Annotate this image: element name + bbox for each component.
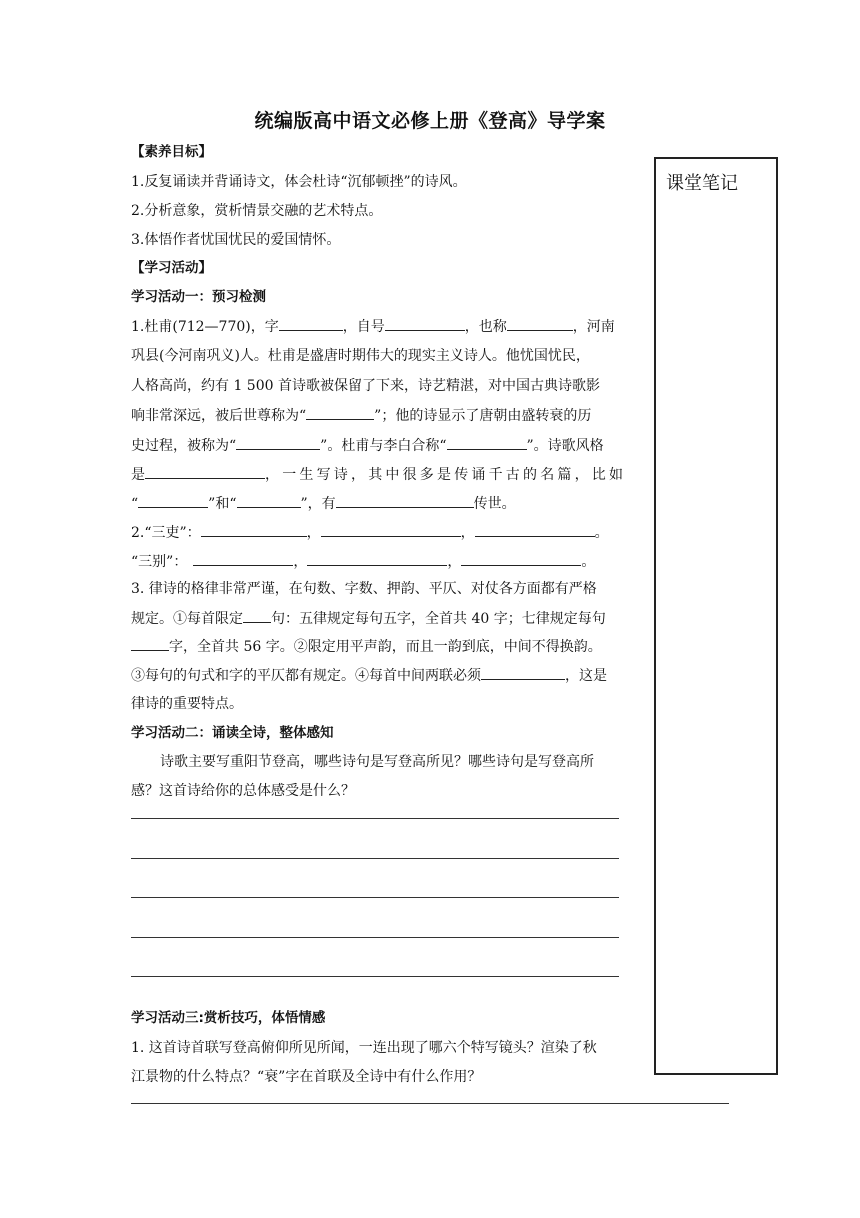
answer-line-1[interactable]: [131, 818, 619, 819]
blank-san-li-1[interactable]: [201, 522, 307, 537]
q1-line-1: [131, 316, 615, 337]
q3-line-5: 律诗的重要特点。: [131, 696, 243, 712]
blank-self-name[interactable]: [385, 316, 465, 331]
blank-joint-title[interactable]: [447, 435, 527, 450]
act3-q1-line-2: 江景物的什么特点？“衰”字在首联及全诗中有什么作用？: [131, 1069, 482, 1085]
q1-text: ”；他的诗显示了唐朝由盛转衰的历: [374, 408, 592, 424]
blank-courtesy-name[interactable]: [279, 316, 343, 331]
q3-line-4: [131, 665, 607, 686]
q3-line-1: 3. 律诗的格律非常严谨，在句数、字数、押韵、平仄、对仗各方面都有严格: [131, 581, 597, 597]
blank-honorific[interactable]: [306, 405, 374, 420]
blank-couplet-rule[interactable]: [481, 665, 565, 680]
blank-san-li-3[interactable]: [475, 522, 595, 537]
q3-text: ③每句的句式和字的平仄都有规定。④每首中间两联必须: [131, 668, 481, 684]
goal-1: 1.反复诵读并背诵诗文，体会杜诗“沉郁顿挫”的诗风。: [131, 174, 467, 190]
q2-sep: ，: [460, 525, 475, 541]
q1-text: ，自号: [342, 319, 385, 335]
q1-text: 史过程，被称为“: [131, 438, 237, 454]
q3-text: 句：五律规定每句五字，全首共 40 字；七律规定每句: [271, 611, 606, 627]
q2-sep: ，: [293, 554, 308, 570]
q1-text: 1.杜甫(712—770)，字: [131, 319, 279, 335]
answer-line-4[interactable]: [131, 937, 619, 938]
goal-3: 3.体悟作者忧国忧民的爱国情怀。: [131, 232, 341, 248]
q1-text: 响非常深远，被后世尊称为“: [131, 408, 307, 424]
q1-text: ”，有: [300, 496, 336, 512]
answer-line-3[interactable]: [131, 897, 619, 898]
q2-sep: 。: [594, 525, 609, 541]
q3-text: ，这是: [565, 668, 607, 684]
q1-line-4: [131, 405, 591, 426]
blank-famous-work-1[interactable]: [138, 493, 208, 508]
blank-line-count[interactable]: [243, 608, 271, 623]
goal-2: 2.分析意象，赏析情景交融的艺术特点。: [131, 203, 383, 219]
q1-line-6: [131, 464, 626, 485]
activity-3-header: 学习活动三:赏析技巧，体悟情感: [131, 1010, 326, 1026]
activity-2-header: 学习活动二：诵读全诗，整体感知: [131, 725, 334, 741]
q3-text: 规定。①每首限定: [131, 611, 243, 627]
blank-san-bie-3[interactable]: [461, 551, 581, 566]
q1-text: ”和“: [208, 496, 237, 512]
q1-text: ，一生写诗，其中很多是传诵千古的名篇，比如: [265, 467, 627, 483]
q2-sep: ，: [447, 554, 462, 570]
q1-text: “: [131, 496, 139, 512]
goals-header: 【素养目标】: [131, 144, 212, 160]
class-notes-label: 课堂笔记: [666, 173, 738, 194]
blank-san-li-2[interactable]: [321, 522, 461, 537]
activities-header: 【学习活动】: [131, 260, 212, 276]
answer-line-act3[interactable]: [131, 1103, 729, 1104]
blank-chars-per-line[interactable]: [131, 636, 169, 651]
q1-text: ”。诗歌风格: [526, 438, 604, 454]
q1-text: ，河南: [572, 319, 615, 335]
activity-1-header: 学习活动一：预习检测: [131, 289, 266, 305]
q1-line-3: 人格高尚，约有 1 500 首诗歌被保留了下来，诗艺精湛，对中国古典诗歌影: [131, 378, 600, 394]
q3-line-2: [131, 608, 606, 629]
blank-san-bie-2[interactable]: [307, 551, 447, 566]
q2-label: 2.“三吏”：: [131, 525, 201, 541]
q1-text: 是: [131, 467, 145, 483]
blank-famous-work-2[interactable]: [237, 493, 301, 508]
q1-text: ，也称: [464, 319, 507, 335]
blank-poetry-style[interactable]: [145, 464, 265, 479]
q2-san-li: [131, 522, 609, 543]
q1-line-5: [131, 435, 604, 456]
act2-prompt-line-2: 感？这首诗给你的总体感受是什么？: [131, 783, 355, 799]
act3-q1-line-1: 1. 这首诗首联写登高俯仰所见所闻，一连出现了哪六个特写镜头？渲染了秋: [131, 1040, 597, 1056]
blank-collection[interactable]: [336, 493, 474, 508]
q2-label: “三别”：: [131, 554, 188, 570]
q3-line-3: [131, 636, 602, 657]
class-notes-box: [654, 157, 778, 1075]
q2-sep: ，: [306, 525, 321, 541]
blank-also-called[interactable]: [507, 316, 573, 331]
page-title: 统编版高中语文必修上册《登高》导学案: [254, 110, 606, 132]
answer-line-5[interactable]: [131, 976, 619, 977]
q1-line-7: [131, 493, 516, 514]
blank-san-bie-1[interactable]: [193, 551, 293, 566]
q1-text: 传世。: [473, 496, 516, 512]
q1-text: ”。杜甫与李白合称“: [320, 438, 447, 454]
act2-prompt-line-1: 诗歌主要写重阳节登高，哪些诗句是写登高所见？哪些诗句是写登高所: [160, 754, 594, 770]
q1-line-2: 巩县(今河南巩义)人。杜甫是盛唐时期伟大的现实主义诗人。他忧国忧民，: [131, 348, 590, 364]
blank-history-title[interactable]: [236, 435, 320, 450]
q2-san-bie: [131, 551, 595, 572]
q2-sep: 。: [581, 554, 596, 570]
q3-text: 字，全首共 56 字。②限定用平声韵，而且一韵到底，中间不得换韵。: [169, 639, 602, 655]
answer-line-2[interactable]: [131, 858, 619, 859]
